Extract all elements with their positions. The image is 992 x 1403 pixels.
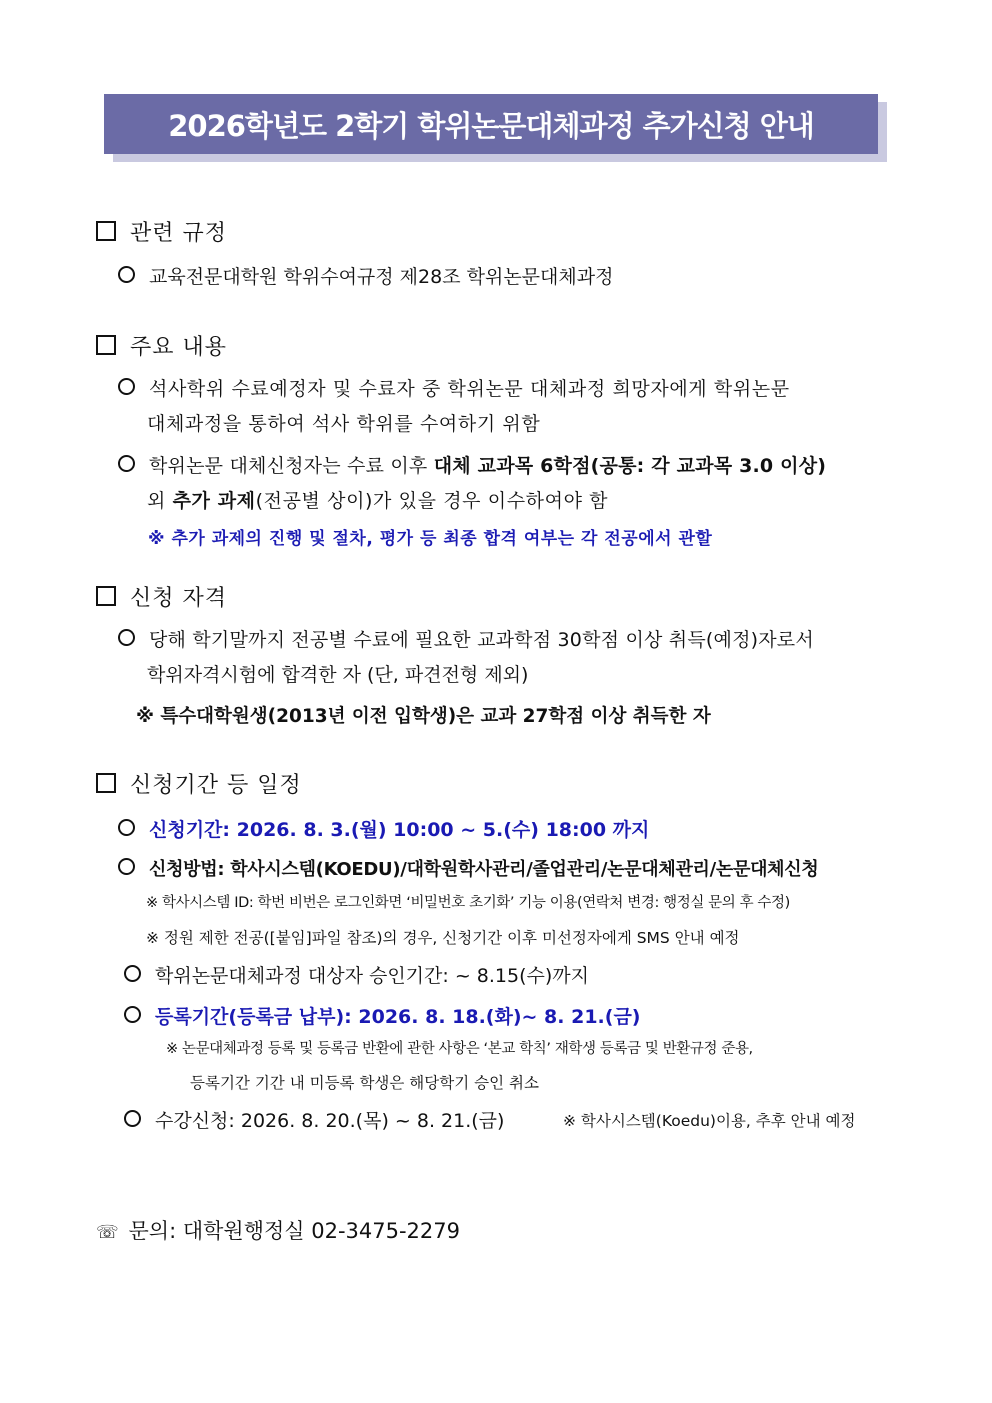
- item-text: 교육전문대학원 학위수여규정 제28조 학위논문대체과정: [149, 266, 614, 288]
- schedule-approval: [124, 961, 589, 988]
- item-text: 수강신청: 2026. 8. 20.(목) ~ 8. 21.(금): [155, 1110, 505, 1132]
- eligibility-note: ※ 특수대학원생(2013년 이전 입학생)은 교과 27학점 이상 취득한 자: [136, 706, 711, 727]
- title-box: [104, 94, 878, 154]
- section-heading-content: [96, 330, 227, 361]
- schedule-method-note1: ※ 학사시스템 ID: 학번 비번은 로그인화면 ‘비밀번호 초기화’ 기능 이용(연락처 변경: 행정실 문의 후 수정): [146, 895, 790, 911]
- circle-bullet-icon: [124, 965, 141, 982]
- content-item2-line1: [118, 451, 826, 478]
- circle-bullet-icon: [124, 1110, 141, 1127]
- item-text: 외: [147, 490, 173, 512]
- item-text: 신청기간: 2026. 8. 3.(월) 10:00 ~ 5.(수) 18:00 까지: [149, 819, 650, 841]
- item-text: 당해 학기말까지 전공별 수료에 필요한 교과학점 30학점 이상 취득(예정)자로서: [149, 629, 814, 651]
- section-heading-eligibility: [96, 581, 227, 612]
- eligibility-item-line1: [118, 625, 814, 652]
- circle-bullet-icon: [124, 1006, 141, 1023]
- heading-text: 신청 자격: [130, 586, 228, 611]
- checkbox-square-icon: [96, 773, 116, 793]
- circle-bullet-icon: [118, 266, 135, 283]
- schedule-registration: [124, 1002, 641, 1029]
- contact-line: [96, 1215, 460, 1245]
- section-heading-schedule: [96, 768, 302, 799]
- circle-bullet-icon: [118, 629, 135, 646]
- section-heading-regulation: [96, 216, 227, 247]
- heading-text: 주요 내용: [130, 335, 228, 360]
- title-banner: [104, 94, 878, 154]
- content-item1-line1: [118, 374, 790, 401]
- content-item2-line2: [147, 486, 608, 513]
- schedule-course-note: ※ 학사시스템(Koedu)이용, 추후 안내 예정: [563, 1112, 856, 1130]
- regulation-item: [118, 262, 613, 289]
- item-text: 신청방법: 학사시스템(KOEDU)/대학원학사관리/졸업관리/논문대체관리/논문대체신청: [149, 859, 819, 880]
- heading-text: 관련 규정: [130, 221, 228, 246]
- circle-bullet-icon: [118, 455, 135, 472]
- circle-bullet-icon: [118, 819, 135, 836]
- contact-text: 문의: 대학원행정실 02-3475-2279: [128, 1219, 460, 1243]
- schedule-method: [118, 855, 818, 881]
- content-note: ※ 추가 과제의 진행 및 절차, 평가 등 최종 합격 여부는 각 전공에서 관할: [148, 529, 713, 549]
- checkbox-square-icon: [96, 221, 116, 241]
- checkbox-square-icon: [96, 586, 116, 606]
- item-text: 학위논문 대체신청자는 수료 이후: [149, 455, 434, 477]
- schedule-registration-note-line2: 등록기간 기간 내 미등록 학생은 해당학기 승인 취소: [190, 1074, 539, 1092]
- heading-text: 신청기간 등 일정: [130, 773, 302, 798]
- circle-bullet-icon: [118, 858, 135, 875]
- item-bold-text: 추가 과제: [172, 490, 256, 512]
- item-text: 등록기간(등록금 납부): 2026. 8. 18.(화)~ 8. 21.(금): [155, 1006, 641, 1028]
- checkbox-square-icon: [96, 335, 116, 355]
- item-text: (전공별 상이)가 있을 경우 이수하여야 함: [255, 490, 609, 512]
- schedule-registration-note-line1: ※ 논문대체과정 등록 및 등록금 반환에 관한 사항은 ‘본교 학칙’ 재학생 등록금 및 반환규정 준용,: [166, 1041, 753, 1057]
- telephone-icon: ☏: [96, 1222, 119, 1243]
- content-item1-line2: 대체과정을 통하여 석사 학위를 수여하기 위함: [147, 413, 541, 435]
- circle-bullet-icon: [118, 378, 135, 395]
- item-text: 학위논문대체과정 대상자 승인기간: ~ 8.15(수)까지: [155, 965, 589, 987]
- schedule-method-note2: ※ 정원 제한 전공([붙임]파일 참조)의 경우, 신청기간 이후 미선정자에게 SMS 안내 예정: [146, 929, 740, 947]
- page-title: 2026학년도 2학기 학위논문대체과정 추가신청 안내: [168, 108, 814, 143]
- item-bold-text: 대체 교과목 6학점(공통: 각 교과목 3.0 이상): [433, 455, 827, 477]
- item-text: 석사학위 수료예정자 및 수료자 중 학위논문 대체과정 희망자에게 학위논문: [149, 378, 790, 400]
- eligibility-item-line2: 학위자격시험에 합격한 자 (단, 파견전형 제외): [147, 664, 529, 686]
- schedule-period: [118, 815, 649, 842]
- schedule-course: [124, 1106, 504, 1133]
